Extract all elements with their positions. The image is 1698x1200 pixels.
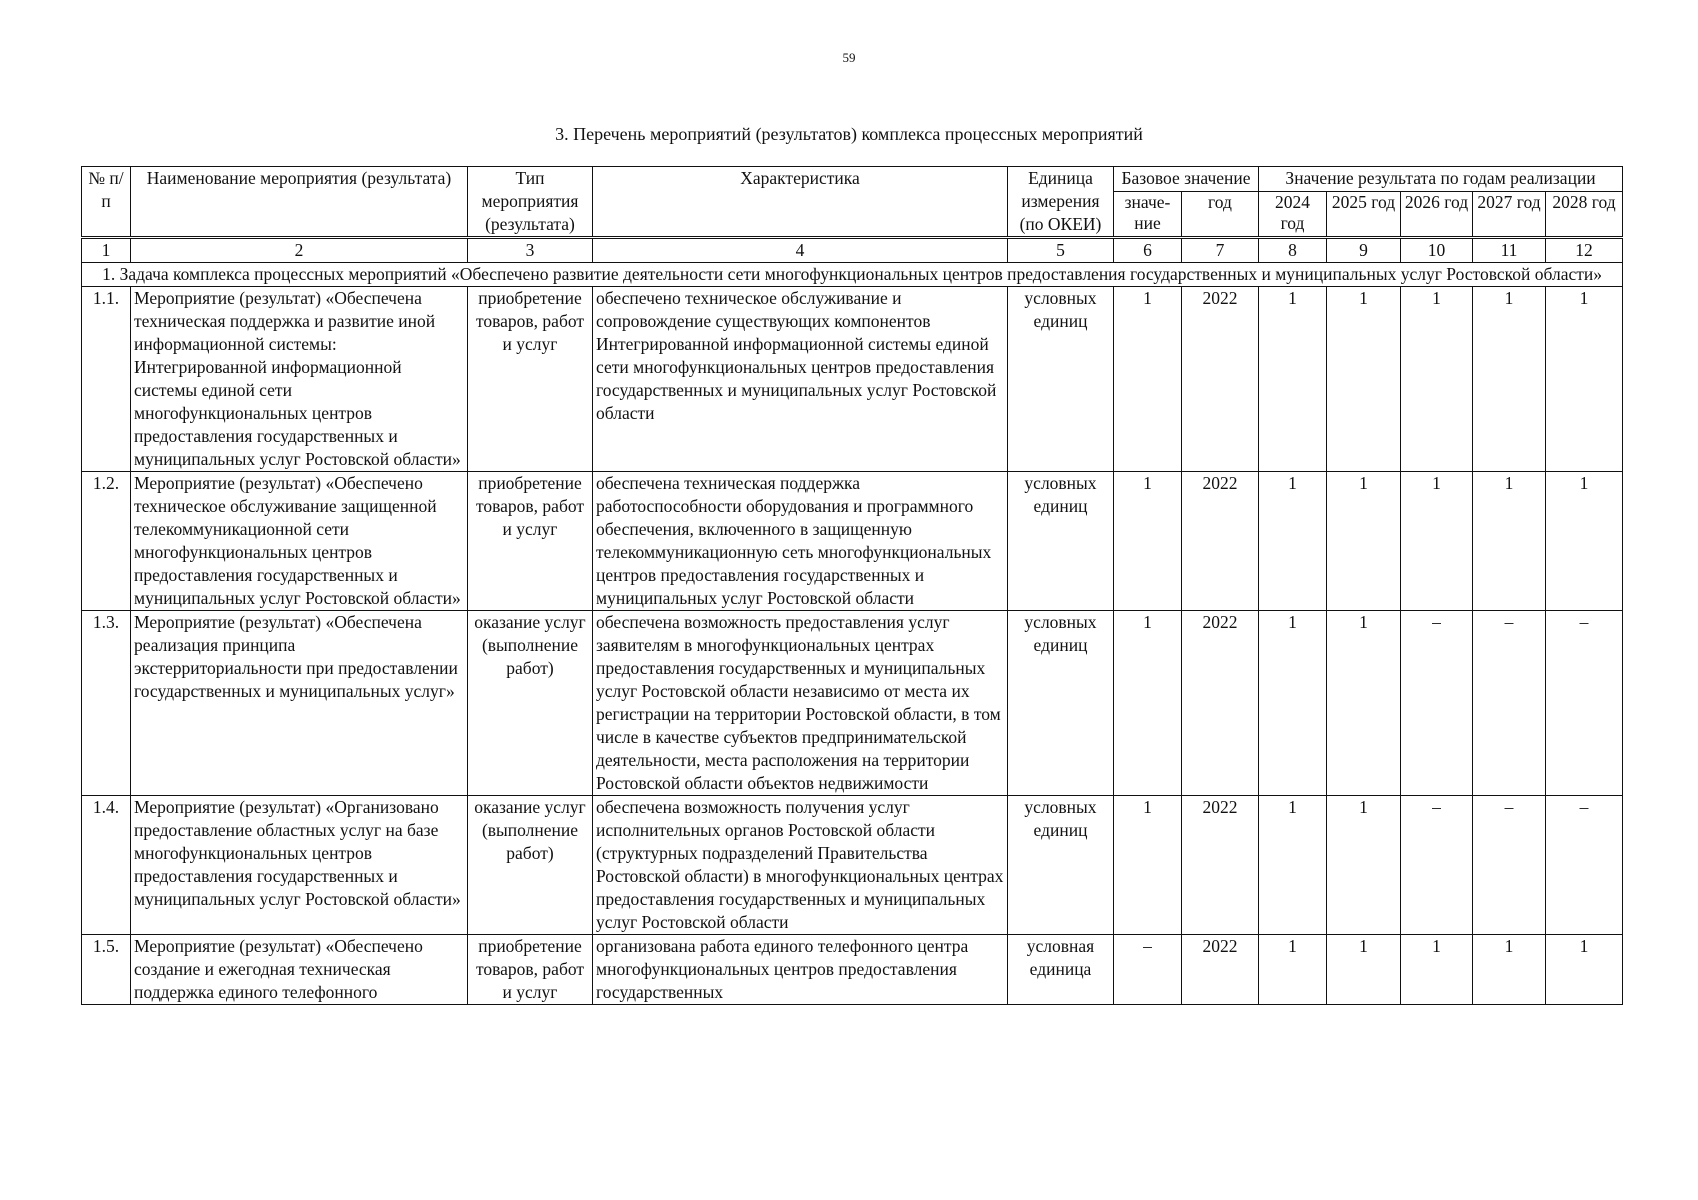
header-num: № п/п xyxy=(82,167,131,238)
header-row-top xyxy=(82,167,1623,192)
column-number: 8 xyxy=(1259,238,1327,263)
unit: условных единиц xyxy=(1008,287,1114,472)
year-value: 1 xyxy=(1327,287,1401,472)
base-year: 2022 xyxy=(1182,611,1259,796)
year-value: 1 xyxy=(1546,935,1623,1005)
year-value: 1 xyxy=(1401,935,1473,1005)
row-number: 1.1. xyxy=(82,287,131,472)
header-result: Значение результата по годам реализации xyxy=(1259,167,1623,192)
year-value: 1 xyxy=(1546,287,1623,472)
year-value: 1 xyxy=(1473,287,1546,472)
activity-characteristic: обеспечена возможность получения услуг исполнительных органов Ростовской области (структурных подразделений Правительства Ростовской области) в многофункциональных центрах предоставления государственных и муниципальных услуг Ростовской области xyxy=(593,796,1008,935)
column-number: 3 xyxy=(468,238,593,263)
year-value: 1 xyxy=(1546,472,1623,611)
column-number: 1 xyxy=(82,238,131,263)
header-year: 2026 год xyxy=(1401,192,1473,238)
activity-name: Мероприятие (результат) «Обеспечена техническая поддержка и развитие иной информационной системы: Интегрированной информационной системы единой сети многофункциональных центров предоставления государственных и муниципальных услуг Ростовской области» xyxy=(131,287,468,472)
activity-characteristic: обеспечена возможность предоставления услуг заявителям в многофункциональных центрах предоставления государственных и муниципальных услуг Ростовской области независимо от места их регистрации на территории Ростовской области, в том числе в качестве субъектов предпринимательской деятельности, места расположения на территории Ростовской области объектов недвижимости xyxy=(593,611,1008,796)
row-number: 1.3. xyxy=(82,611,131,796)
year-value: – xyxy=(1401,611,1473,796)
column-number: 7 xyxy=(1182,238,1259,263)
year-value: – xyxy=(1546,611,1623,796)
activity-characteristic: организована работа единого телефонного центра многофункциональных центров предоставления государственных xyxy=(593,935,1008,1005)
header-name: Наименование мероприятия (результата) xyxy=(131,167,468,238)
column-number: 4 xyxy=(593,238,1008,263)
table-row xyxy=(82,796,1623,935)
base-value: 1 xyxy=(1114,472,1182,611)
year-value: 1 xyxy=(1327,796,1401,935)
activity-type: приобретение товаров, работ и услуг xyxy=(468,287,593,472)
year-value: 1 xyxy=(1327,472,1401,611)
column-number-row xyxy=(82,238,1623,263)
task-row xyxy=(82,263,1623,287)
unit: условных единиц xyxy=(1008,796,1114,935)
year-value: 1 xyxy=(1259,472,1327,611)
year-value: 1 xyxy=(1259,611,1327,796)
year-value: 1 xyxy=(1259,287,1327,472)
header-year: 2028 год xyxy=(1546,192,1623,238)
year-value: – xyxy=(1473,611,1546,796)
column-number: 5 xyxy=(1008,238,1114,263)
year-value: 1 xyxy=(1327,935,1401,1005)
header-year: 2025 год xyxy=(1327,192,1401,238)
row-number: 1.2. xyxy=(82,472,131,611)
base-value: 1 xyxy=(1114,796,1182,935)
unit: условных единиц xyxy=(1008,472,1114,611)
page-number: 59 xyxy=(842,50,856,65)
header-base: Базовое значение xyxy=(1114,167,1259,192)
row-number: 1.4. xyxy=(82,796,131,935)
row-number: 1.5. xyxy=(82,935,131,1005)
year-value: – xyxy=(1401,796,1473,935)
activities-table xyxy=(81,166,1623,1005)
activity-name: Мероприятие (результат) «Обеспечено техническое обслуживание защищенной телекоммуникационной сети многофункциональных центров предоставления государственных и муниципальных услуг Ростовской области» xyxy=(131,472,468,611)
year-value: 1 xyxy=(1401,472,1473,611)
header-unit: Единица измерения (по ОКЕИ) xyxy=(1008,167,1114,238)
base-value: – xyxy=(1114,935,1182,1005)
header-base-year: год xyxy=(1182,192,1259,238)
header-year: 2024 год xyxy=(1259,192,1327,238)
year-value: – xyxy=(1473,796,1546,935)
year-value: 1 xyxy=(1473,935,1546,1005)
base-value: 1 xyxy=(1114,611,1182,796)
table-row xyxy=(82,472,1623,611)
document-title: 3. Перечень мероприятий (результатов) комплекса процессных мероприятий xyxy=(555,124,1143,144)
activity-characteristic: обеспечено техническое обслуживание и сопровождение существующих компонентов Интегрированной информационной системы единой сети многофункциональных центров предоставления государственных и муниципальных услуг Ростовской области xyxy=(593,287,1008,472)
table-row xyxy=(82,287,1623,472)
header-base-value: значе-ние xyxy=(1114,192,1182,238)
unit: условная единица xyxy=(1008,935,1114,1005)
activity-type: оказание услуг (выполнение работ) xyxy=(468,796,593,935)
year-value: – xyxy=(1546,796,1623,935)
column-number: 11 xyxy=(1473,238,1546,263)
activity-type: оказание услуг (выполнение работ) xyxy=(468,611,593,796)
base-value: 1 xyxy=(1114,287,1182,472)
column-number: 2 xyxy=(131,238,468,263)
base-year: 2022 xyxy=(1182,796,1259,935)
base-year: 2022 xyxy=(1182,287,1259,472)
year-value: 1 xyxy=(1259,935,1327,1005)
base-year: 2022 xyxy=(1182,472,1259,611)
activity-name: Мероприятие (результат) «Обеспечено создание и ежегодная техническая поддержка единого телефонного xyxy=(131,935,468,1005)
activity-name: Мероприятие (результат) «Организовано предоставление областных услуг на базе многофункциональных центров предоставления государственных и муниципальных услуг Ростовской области» xyxy=(131,796,468,935)
header-year: 2027 год xyxy=(1473,192,1546,238)
column-number: 12 xyxy=(1546,238,1623,263)
activity-name: Мероприятие (результат) «Обеспечена реализация принципа экстерриториальности при предоставлении государственных и муниципальных услуг» xyxy=(131,611,468,796)
column-number: 10 xyxy=(1401,238,1473,263)
activity-characteristic: обеспечена техническая поддержка работоспособности оборудования и программного обеспечения, включенного в защищенную телекоммуникационную сеть многофункциональных центров предоставления государственных и муниципальных услуг Ростовской области xyxy=(593,472,1008,611)
table-row xyxy=(82,611,1623,796)
activity-type: приобретение товаров, работ и услуг xyxy=(468,472,593,611)
task-heading: 1. Задача комплекса процессных мероприятий «Обеспечено развитие деятельности сети многофункциональных центров предоставления государственных и муниципальных услуг Ростовской области» xyxy=(82,263,1623,287)
base-year: 2022 xyxy=(1182,935,1259,1005)
header-type: Тип мероприятия (результата) xyxy=(468,167,593,238)
table-row xyxy=(82,935,1623,1005)
unit: условных единиц xyxy=(1008,611,1114,796)
year-value: 1 xyxy=(1327,611,1401,796)
header-characteristic: Характеристика xyxy=(593,167,1008,238)
year-value: 1 xyxy=(1401,287,1473,472)
column-number: 6 xyxy=(1114,238,1182,263)
column-number: 9 xyxy=(1327,238,1401,263)
activity-type: приобретение товаров, работ и услуг xyxy=(468,935,593,1005)
year-value: 1 xyxy=(1473,472,1546,611)
year-value: 1 xyxy=(1259,796,1327,935)
